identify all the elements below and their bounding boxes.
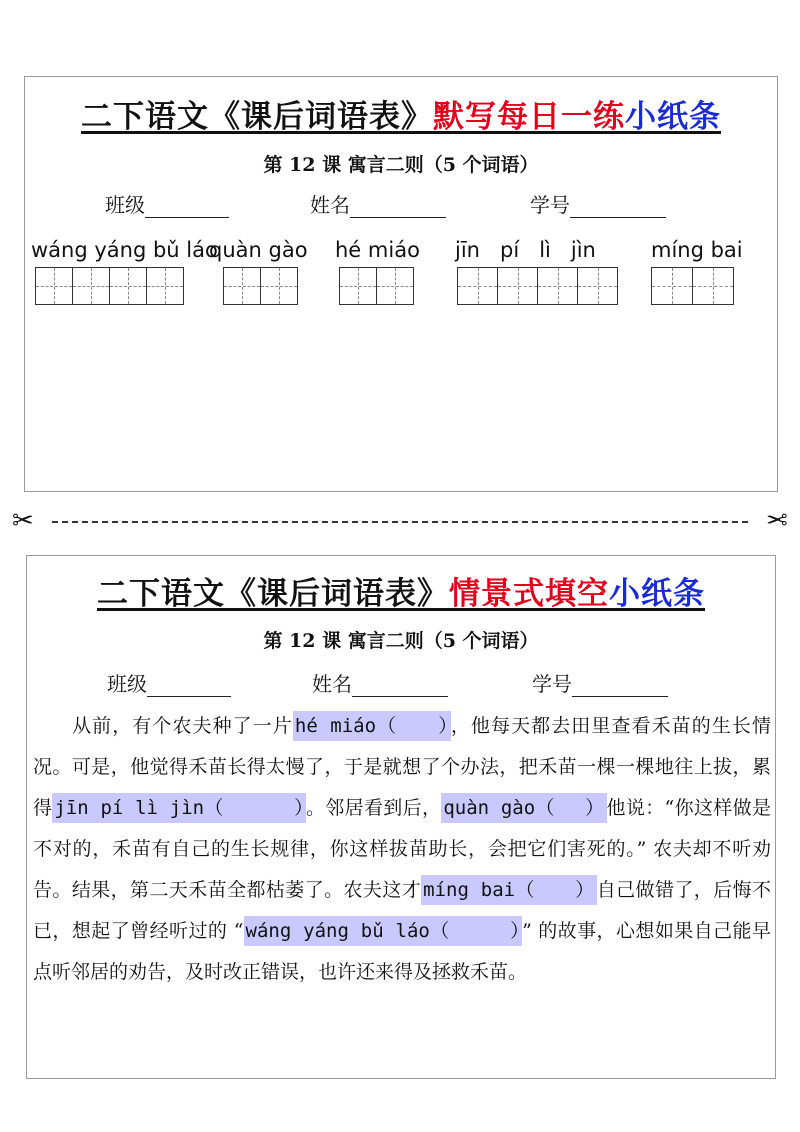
name-field[interactable]: 姓名 [310, 189, 446, 218]
title-blue: 小纸条 [609, 576, 705, 612]
scissors-icon: ✂ [12, 506, 34, 536]
story-text: 从前，有个农夫种了一片 [71, 715, 293, 737]
word-wang-yang-bu-lao [31, 235, 218, 265]
writing-grid[interactable] [339, 267, 413, 305]
title-red: 情景式填空 [449, 576, 609, 612]
blank-he-miao[interactable]: hé miáo（ ） [293, 711, 451, 741]
lesson-heading: 第 12 课 寓言二则（5 个词语） [263, 630, 539, 652]
writing-grid[interactable] [457, 267, 617, 305]
writing-grid[interactable] [35, 267, 183, 305]
writing-grid[interactable] [223, 267, 297, 305]
class-blank[interactable] [145, 197, 229, 218]
word-pinyin: míng bai [651, 238, 743, 262]
fill-in-title [27, 568, 775, 613]
name-blank[interactable] [352, 676, 448, 697]
word-jin-pi-li-jin [455, 235, 596, 265]
name-blank[interactable] [350, 197, 446, 218]
word-pinyin: wáng yáng bǔ láo [31, 238, 218, 262]
story-text: 自己做错了，后悔不已，想起了曾经听过的 “ [33, 879, 771, 942]
name-field[interactable]: 姓名 [312, 668, 448, 697]
class-field[interactable]: 班级 [107, 668, 231, 697]
story-text: ，他每天都去田里查看禾苗的生长情况。可是，他觉得禾苗长得太慢了，于是就想了个办法，把禾苗一棵一棵地往上拔，累得 [33, 715, 771, 819]
blank-wang-yang-bu-lao[interactable]: wáng yáng bǔ láo（ ） [244, 916, 523, 946]
word-ming-bai [651, 235, 743, 265]
story-paragraph [33, 706, 771, 993]
fill-in-slip [26, 555, 776, 1079]
scissors-icon: ✂ [766, 506, 788, 536]
story-text: 他说：“你这样做是不对的，禾苗有自己的生长规律，你这样拔苗助长，会把它们害死的。” 农夫却不听劝告。结果，第二天禾苗全都枯萎了。农夫这才 [33, 797, 771, 901]
title-main: 二下语文《课后词语表》 [97, 576, 449, 612]
blank-quan-gao[interactable]: quàn gào（ ） [441, 793, 606, 823]
student-info-row [27, 668, 775, 698]
word-pinyin: jīn pí lì jìn [455, 238, 596, 262]
student-info-row [25, 189, 777, 219]
story-text: ” 的故事，心想如果自己能早点听邻居的劝告，及时改正错误，也许还来得及拯救禾苗。 [33, 920, 771, 983]
class-blank[interactable] [147, 676, 231, 697]
number-blank[interactable] [570, 197, 666, 218]
student-number-field[interactable]: 学号 [530, 189, 666, 218]
title-main: 二下语文《课后词语表》 [81, 99, 433, 135]
cut-line [12, 506, 788, 536]
dictation-title [25, 91, 777, 136]
class-field[interactable]: 班级 [105, 189, 229, 218]
dictation-slip [24, 76, 778, 492]
story-text: 。邻居看到后， [305, 797, 442, 819]
lesson-heading: 第 12 课 寓言二则（5 个词语） [263, 154, 539, 176]
writing-grid[interactable] [651, 267, 733, 305]
blank-ming-bai[interactable]: míng bai（ ） [421, 875, 597, 905]
word-pinyin: quàn gào [209, 238, 308, 262]
blank-jin-pi-li-jin[interactable]: jīn pí lì jìn（ ） [52, 793, 306, 823]
student-number-field[interactable]: 学号 [532, 668, 668, 697]
dashed-divider [52, 521, 748, 523]
title-red: 默写每日一练 [433, 99, 625, 135]
word-pinyin: hé miáo [335, 238, 420, 262]
word-he-miao [335, 235, 420, 265]
number-blank[interactable] [572, 676, 668, 697]
title-blue: 小纸条 [625, 99, 721, 135]
word-quan-gao [209, 235, 308, 265]
